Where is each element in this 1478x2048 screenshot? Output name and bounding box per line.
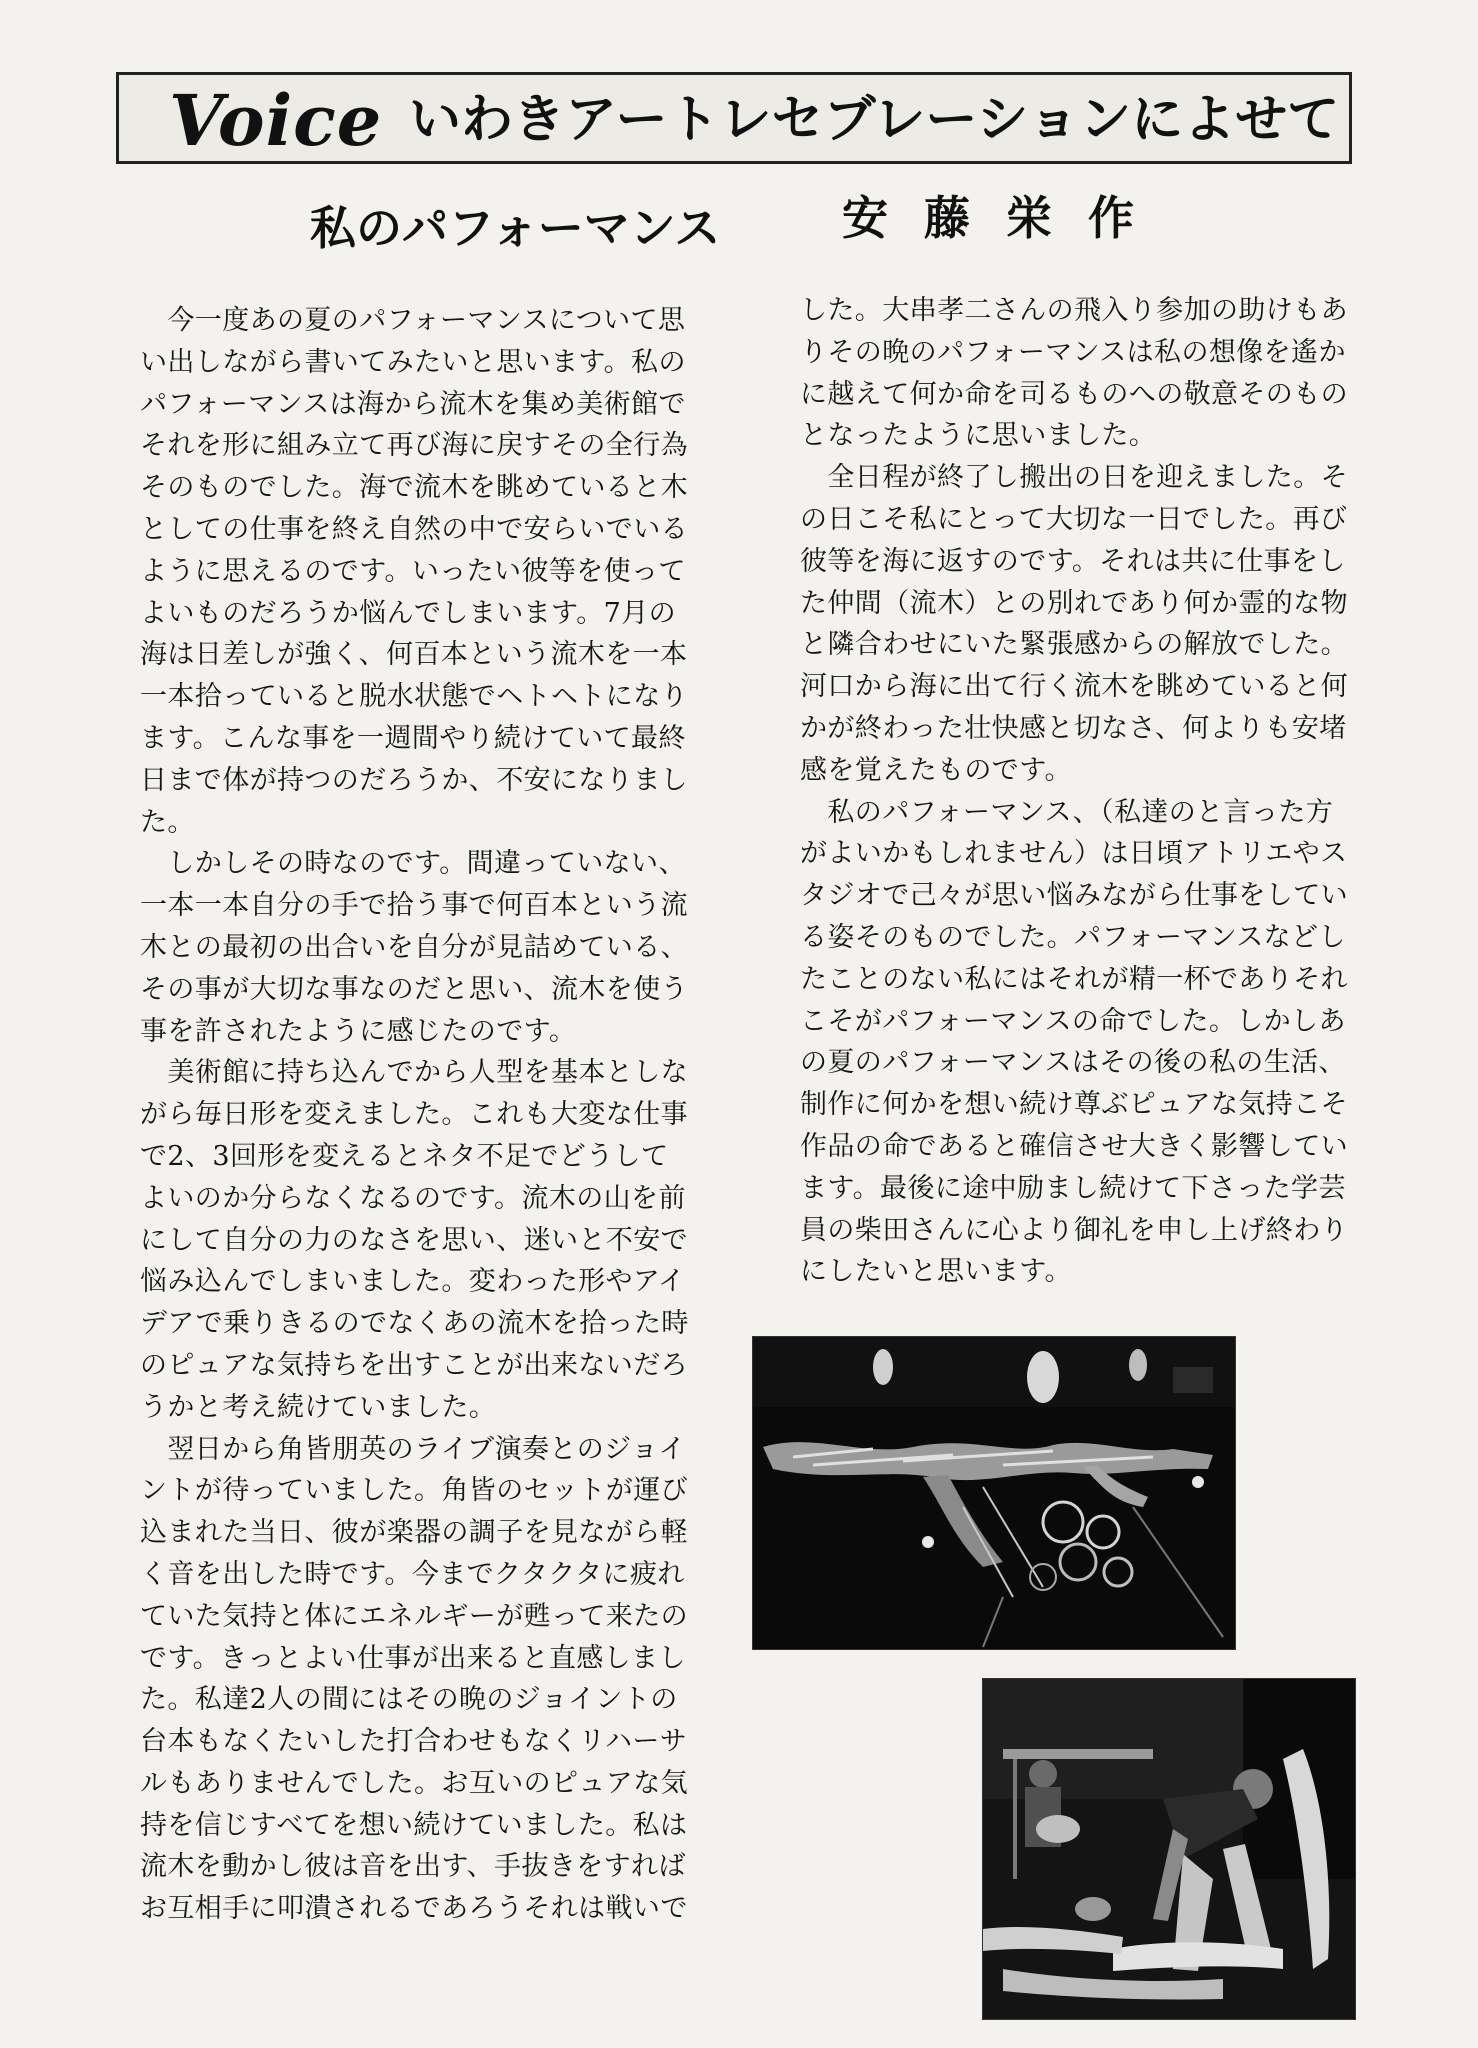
right-column-line: 全日程が終了し搬出の日を迎えました。そ [800, 462, 1348, 494]
voice-logo: Voice [169, 79, 383, 162]
right-column-line: の日こそ私にとって大切な一日でした。再び [800, 503, 1348, 535]
right-column-line: した。大串孝二さんの飛入り参加の助けもあ [800, 295, 1348, 326]
left-column-line: パフォーマンスは海から流木を集め美術館で [140, 388, 686, 420]
left-column-line: い出しながら書いてみたいと思います。私の [140, 346, 686, 378]
right-column-line: 感を覚えたものです。 [800, 754, 1072, 786]
right-column-line: 制作に何かを想い続け尊ぶピュアな気持こそ [800, 1089, 1348, 1121]
left-column-line: よいものだろうか悩んでしまいます。7月の [140, 597, 677, 629]
left-column-line: そのものでした。海で流木を眺めていると木 [140, 472, 688, 504]
right-column-line: 員の柴田さんに心より御礼を申し上げ終わり [800, 1214, 1348, 1246]
right-column-line: の夏のパフォーマンスはその後の私の生活、 [800, 1047, 1346, 1079]
left-column-line: しかしその時なのです。間違っていない、 [140, 848, 686, 880]
right-column-line: がよいかもしれません）は日頃アトリエやス [800, 838, 1348, 870]
left-column-line: よいのか分らなくなるのです。流木の山を前 [140, 1182, 686, 1214]
left-column-line: 翌日から角皆朋英のライブ演奏とのジョイ [140, 1433, 686, 1465]
left-column-line: く音を出した時です。今までクタクタに疲れ [140, 1558, 685, 1590]
left-column-line: お互相手に叩潰されるであろうそれは戦いで [140, 1893, 688, 1925]
header-banner [116, 72, 1352, 164]
left-column-line: うかと考え続けていました。 [140, 1391, 497, 1423]
left-column-line: 日まで体が持つのだろうか、不安になりまし [140, 764, 688, 796]
right-column-line: にしたいと思います。 [800, 1256, 1072, 1288]
left-column-line: です。きっとよい仕事が出来ると直感しまし [140, 1642, 686, 1674]
right-column-line: たことのない私にはそれが精一杯でありそれ [800, 963, 1348, 995]
right-text-column [800, 290, 1360, 1293]
right-column-line: た仲間（流木）との別れであり何か霊的な物 [800, 587, 1348, 619]
left-column-line: ていた気持と体にエネルギーが甦って来たの [140, 1600, 688, 1632]
left-column-line: としての仕事を終え自然の中で安らいでいる [140, 513, 688, 545]
performance-photo-artist [982, 1678, 1356, 2020]
right-column-line: 私のパフォーマンス、（私達のと言った方 [800, 796, 1334, 828]
right-column-line: る姿そのものでした。パフォーマンスなどし [800, 921, 1346, 953]
left-column-line: 一本一本自分の手で拾う事で何百本という流 [140, 890, 688, 922]
right-column-line: タジオで己々が思い悩みながら仕事をしてい [800, 880, 1348, 912]
left-column-line: その事が大切な事なのだと思い、流木を使う [140, 973, 688, 1005]
left-column-line: 流木を動かし彼は音を出す、手抜きをすれば [140, 1851, 686, 1883]
left-column-line: それを形に組み立て再び海に戻すその全行為 [140, 430, 688, 462]
left-column-line: 台本もなくたいした打合わせもなくリハーサ [140, 1726, 688, 1758]
left-column-line: がら毎日形を変えました。これも大変な仕事 [140, 1099, 688, 1131]
left-column-line: た。私達2人の間にはその晩のジョイントの [140, 1684, 678, 1716]
left-column-line: のピュアな気持ちを出すことが出来ないだろ [140, 1349, 688, 1381]
left-column-line: ントが待っていました。角皆のセットが運び [140, 1475, 688, 1507]
left-column-line: ように思えるのです。いったい彼等を使って [140, 555, 686, 587]
left-column-line: で2、3回形を変えるとネタ不足でどうして [140, 1140, 669, 1172]
left-column-line: 悩み込んでしまいました。変わった形やアイ [140, 1266, 686, 1298]
left-text-column [140, 300, 700, 1930]
left-column-line: 込まれた当日、彼が楽器の調子を見ながら軽 [140, 1517, 688, 1549]
right-column-line: ます。最後に途中励まし続けて下さった学芸 [800, 1172, 1346, 1204]
right-column-line: 彼等を海に返すのです。それは共に仕事をし [800, 545, 1346, 577]
left-column-line: ルもありませんでした。お互いのピュアな気 [140, 1767, 688, 1799]
left-column-line: 一本拾っていると脱水状態でヘトヘトになり [140, 681, 688, 713]
left-column-line: 事を許されたように感じたのです。 [140, 1015, 577, 1047]
right-column-line: と隣合わせにいた緊張感からの解放でした。 [800, 629, 1348, 661]
performance-photo-driftwood [752, 1336, 1236, 1650]
right-column-line: に越えて何か命を司るものへの敬意そのもの [800, 378, 1348, 410]
left-column-line: た。 [140, 806, 195, 838]
left-column-line: にして自分の力のなさを思い、迷いと不安で [140, 1224, 688, 1256]
author-name: 安藤栄作 [842, 191, 1170, 245]
left-column-line: 木との最初の出合いを自分が見詰めている、 [140, 931, 688, 963]
article-title: 私のパフォーマンス [310, 201, 721, 255]
left-column-line: デアで乗りきるのでなくあの流木を拾った時 [140, 1308, 689, 1340]
left-column-line: 今一度あの夏のパフォーマンスについて思 [140, 305, 686, 336]
left-column-line: 美術館に持ち込んでから人型を基本としな [140, 1057, 688, 1089]
right-column-line: 作品の命であると確信させ大きく影響してい [800, 1130, 1348, 1162]
right-column-line: となったように思いました。 [800, 420, 1157, 452]
section-title: いわきアートレセブレーションによせて [409, 90, 1340, 150]
left-column-line: 海は日差しが強く、何百本という流木を一本 [140, 639, 688, 671]
right-column-line: 河口から海に出て行く流木を眺めていると何 [800, 671, 1348, 703]
right-column-line: こそがパフォーマンスの命でした。しかしあ [800, 1005, 1346, 1037]
right-column-line: りその晩のパフォーマンスは私の想像を遙か [800, 336, 1346, 368]
left-column-line: 持を信じすべてを想い続けていました。私は [140, 1809, 688, 1841]
right-column-line: かが終わった壮快感と切なさ、何よりも安堵 [800, 712, 1347, 744]
left-column-line: ます。こんな事を一週間やり続けていて最終 [140, 722, 686, 754]
